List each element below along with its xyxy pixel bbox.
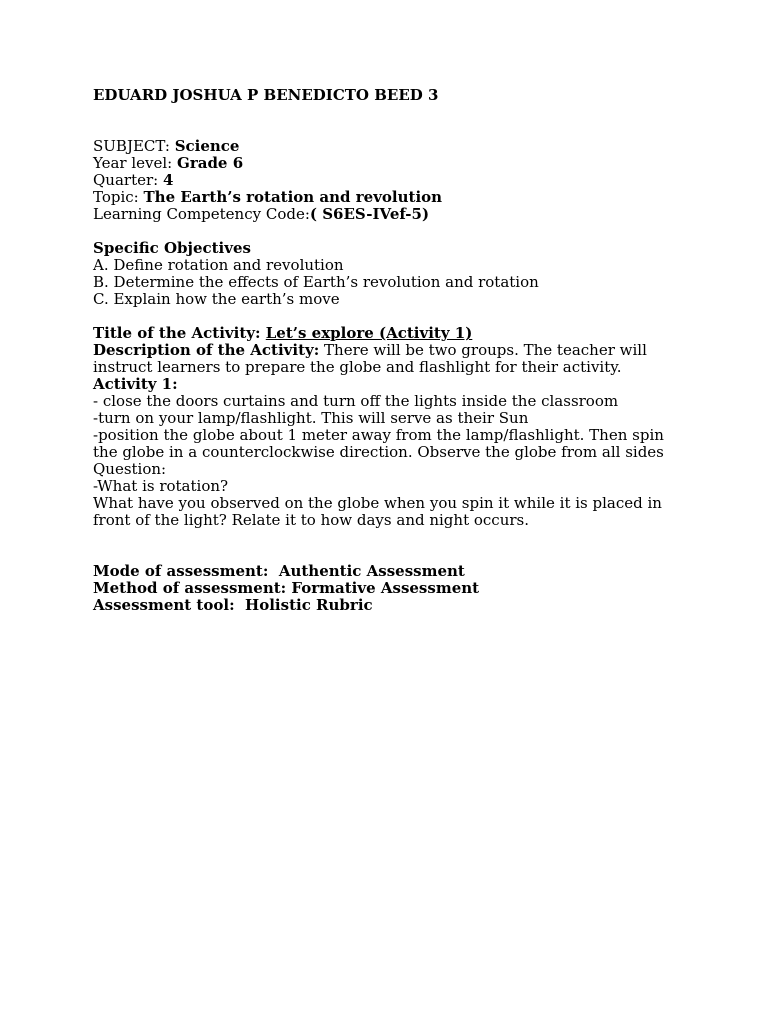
activity-title-value: Let’s explore (Activity 1): [265, 324, 473, 342]
spacer: [93, 104, 693, 138]
objective-item: A. Define rotation and revolution: [93, 256, 344, 274]
activity-step: -position the globe about 1 meter away from the lamp/flashlight. Then spin the globe in a counterclockwise direction. Observe the globe from all sides: [93, 426, 664, 461]
year-level-line: [93, 155, 693, 172]
author-line: EDUARD JOSHUA P BENEDICTO BEED 3: [93, 86, 439, 104]
activity-title-label: Title of the Activity:: [93, 324, 266, 342]
assessment-mode: Mode of assessment: Authentic Assessment: [93, 562, 465, 580]
question-label: Question:: [93, 460, 167, 478]
competency-code-label: Learning Competency Code:: [93, 205, 310, 223]
activity-step: -turn on your lamp/flashlight. This will serve as their Sun: [93, 409, 529, 427]
activity-description-label: Description of the Activity:: [93, 341, 320, 359]
question-item: -What is rotation?: [93, 477, 229, 495]
spacer: [93, 223, 693, 240]
year-level-value: Grade 6: [177, 154, 244, 172]
objectives-heading: Specific Objectives: [93, 239, 251, 257]
subject-value: Science: [174, 137, 240, 155]
subject-label: SUBJECT:: [93, 137, 175, 155]
activity-step: - close the doors curtains and turn off the lights inside the classroom: [93, 392, 619, 410]
document-page: [93, 87, 693, 614]
quarter-value: 4: [162, 171, 174, 189]
topic-line: [93, 189, 693, 206]
competency-code-value: ( S6ES-IVef-5): [309, 205, 430, 223]
assessment-tool: Assessment tool: Holistic Rubric: [93, 596, 373, 614]
spacer: [93, 529, 693, 563]
quarter-label: Quarter:: [93, 171, 163, 189]
activity-title-line: [93, 325, 693, 342]
activity-heading: Activity 1:: [93, 375, 178, 393]
competency-code-line: [93, 206, 693, 223]
subject-line: [93, 138, 693, 155]
year-level-label: Year level:: [93, 154, 178, 172]
objective-item: B. Determine the effects of Earth’s revolution and rotation: [93, 273, 539, 291]
activity-description-text: There will be two groups. The teacher will instruct learners to prepare the globe and flashlight for their activity.: [93, 341, 647, 376]
spacer: [93, 308, 693, 325]
activity-description: [93, 342, 681, 376]
question-item: What have you observed on the globe when you spin it while it is placed in front of the light? Relate it to how days and night occurs.: [93, 494, 662, 529]
objective-item: C. Explain how the earth’s move: [93, 290, 340, 308]
topic-value: The Earth’s rotation and revolution: [143, 188, 443, 206]
assessment-method: Method of assessment: Formative Assessment: [93, 579, 480, 597]
quarter-line: [93, 172, 693, 189]
topic-label: Topic:: [93, 188, 144, 206]
